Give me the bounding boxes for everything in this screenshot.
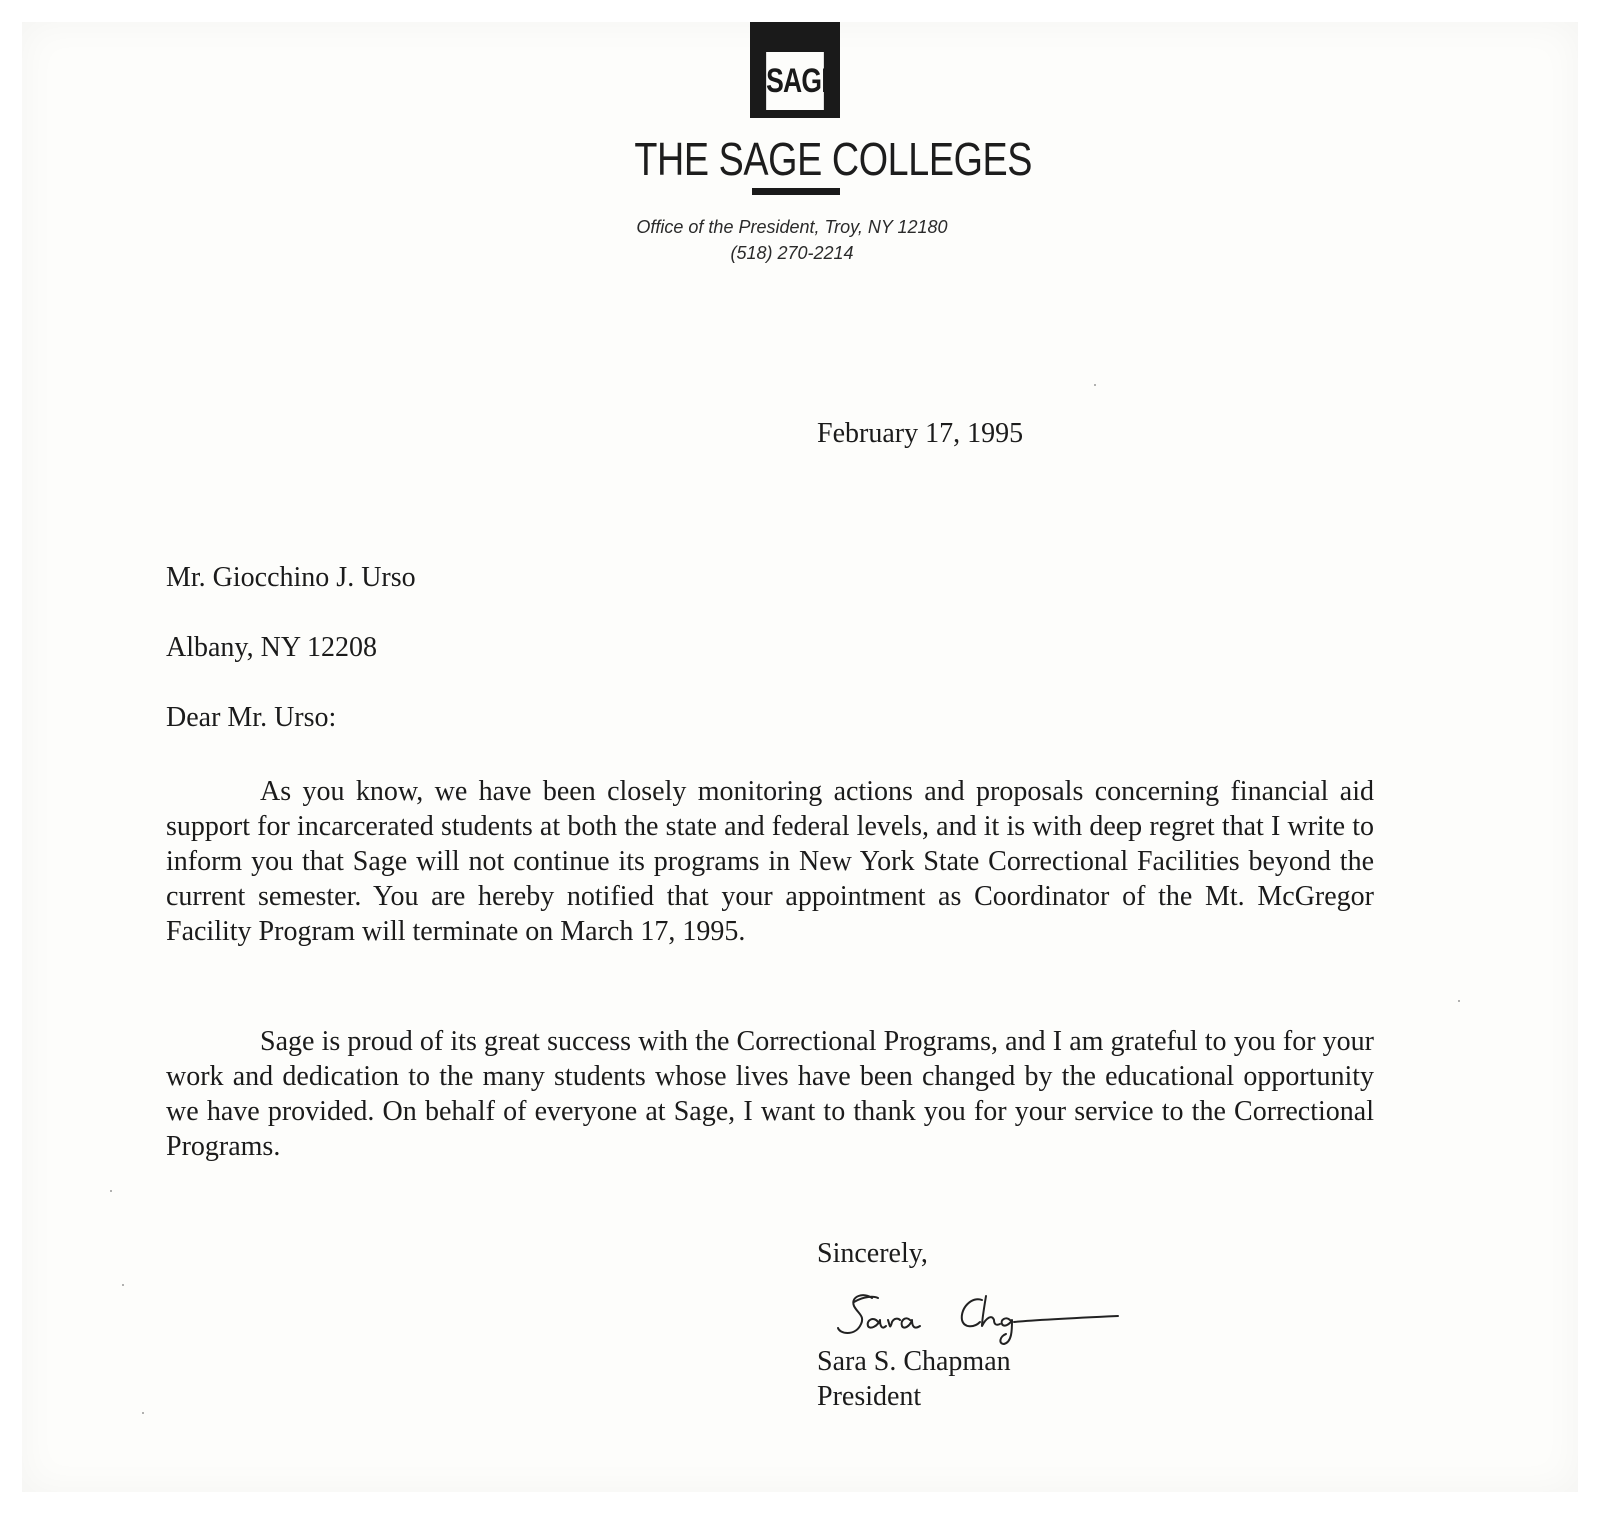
- letter-page: [22, 22, 1578, 1492]
- logo-text: SAGE: [766, 52, 824, 110]
- scan-speck: [142, 1412, 144, 1414]
- scan-speck: [122, 1284, 124, 1286]
- paragraph-text: As you know, we have been closely monitoring actions and proposals concerning financial aid support for incarcerated students at both the state and federal levels, and it is with deep regret that I write to inform you that Sage will not continue its programs in New York State Correctional Facilities beyond the current semester. You are hereby notified that your appointment as Coordinator of the Mt. McGregor Facility Program will terminate on March 17, 1995.: [166, 776, 1374, 947]
- sage-logo: [750, 22, 840, 118]
- salutation: Dear Mr. Urso:: [166, 702, 337, 733]
- closing: Sincerely,: [817, 1238, 928, 1269]
- office-line: Office of the President, Troy, NY 12180: [636, 217, 948, 237]
- signer-title: President: [817, 1381, 922, 1412]
- office-address: [582, 214, 1002, 266]
- paragraph-text: Sage is proud of its great success with the Correctional Programs, and I am grateful to you for your work and dedication to the many students whose lives have been changed by the educational opportunity we have provided. On behalf of everyone at Sage, I want to thank you for your service to the Correctional Programs.: [166, 1026, 1374, 1162]
- organization-name: THE SAGE COLLEGES: [634, 133, 1033, 185]
- scan-speck: [110, 1190, 112, 1192]
- signer-name: Sara S. Chapman: [817, 1346, 1011, 1377]
- body-paragraph: [166, 774, 1374, 949]
- scan-speck: [1458, 1000, 1460, 1002]
- office-phone: (518) 270-2214: [730, 243, 854, 263]
- letterhead-rule: [752, 188, 840, 195]
- signature: [834, 1286, 1124, 1348]
- recipient-name: Mr. Giocchino J. Urso: [166, 562, 416, 593]
- body-paragraph: [166, 1024, 1374, 1164]
- letter-date: February 17, 1995: [817, 418, 1024, 449]
- scan-speck: [1094, 384, 1096, 386]
- recipient-city: Albany, NY 12208: [166, 632, 378, 663]
